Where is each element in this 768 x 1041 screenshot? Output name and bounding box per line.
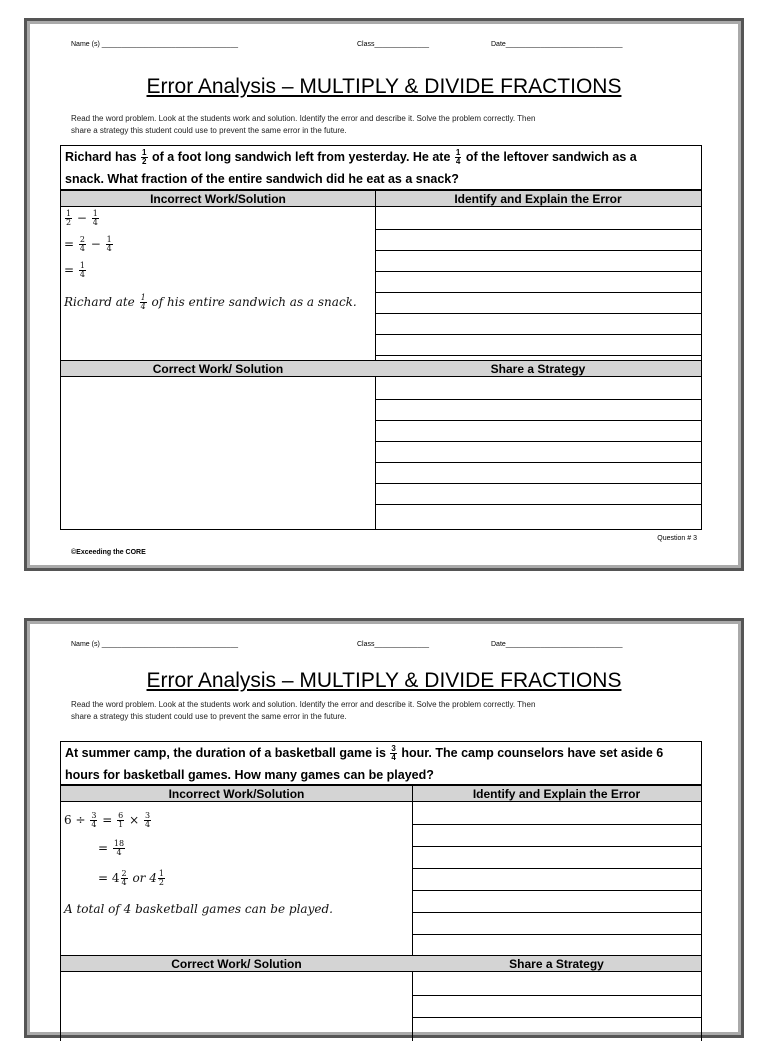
question-number: Question # 3 — [657, 535, 697, 542]
correct-work-header: Correct Work/ Solution — [61, 360, 375, 377]
strategy-header: Share a Strategy — [412, 955, 701, 972]
fraction-one-half: $\frac{1}{2}$ — [142, 148, 147, 167]
page-title: Error Analysis – MULTIPLY & DIVIDE FRACTIONS — [146, 669, 622, 692]
error-header: Identify and Explain the Error — [375, 190, 701, 207]
strategy-header: Share a Strategy — [375, 360, 701, 377]
word-problem: Richard has $\frac{1}{2}$ of a foot long sandwich left from yesterday. He ate $\frac{1}{4}$ of the leftover sandwich as a snack. What fraction of the entire sandwich did he eat as a snack? — [61, 146, 701, 190]
class-field: Class______________ — [357, 41, 430, 48]
incorrect-work: $\frac{1}{2}$ − $\frac{1}{4}$ = $\frac{2}{4}$ − $\frac{1}{4}$ = $\frac{1}{4}$ Richard ate $\frac{1}{4}$ of his entire sandwich as a snack. — [64, 209, 357, 311]
student-conclusion: A total of 4 basketball games can be played. — [64, 902, 333, 916]
instructions: Read the word problem. Look at the students work and solution. Identify the error and describe it. Solve the problem correctly. Then share a strategy this student could use to prevent the same error in the future. — [71, 114, 536, 135]
error-header: Identify and Explain the Error — [412, 785, 701, 802]
word-problem: At summer camp, the duration of a basketball game is $\frac{3}{4}$ hour. The camp counselors have set aside 6 hours for basketball games. How many games can be played? — [61, 742, 701, 785]
incorrect-work: 6 ÷ $\frac{3}{4}$ = $\frac{6}{1}$ × $\frac{3}{4}$ = $\frac{18}{4}$ = 4 $\frac{2}{4}$ or 4 $\frac{1}{2}$ A total of 4 basketball games can be played. — [64, 811, 333, 916]
name-field: Name (s) ___________________________________ — [71, 41, 238, 48]
page-title: Error Analysis – MULTIPLY & DIVIDE FRACTIONS — [146, 75, 622, 98]
name-field: Name (s) ___________________________________ — [71, 641, 238, 648]
copyright: ©Exceeding the CORE — [71, 549, 146, 556]
student-conclusion: Richard ate $\frac{1}{4}$ of his entire sandwich as a snack. — [64, 293, 357, 311]
date-field: Date______________________________ — [491, 641, 623, 648]
fraction-one-fourth: $\frac{1}{4}$ — [455, 148, 461, 167]
class-field: Class______________ — [357, 641, 430, 648]
instructions: Read the word problem. Look at the students work and solution. Identify the error and describe it. Solve the problem correctly. Then share a strategy this student could use to prevent the same error in the future. — [71, 700, 536, 721]
date-field: Date______________________________ — [491, 41, 623, 48]
problem-table — [60, 145, 702, 530]
fraction-three-fourths: $\frac{3}{4}$ — [391, 744, 396, 763]
incorrect-work-header: Incorrect Work/Solution — [61, 785, 412, 802]
worksheet-page-2 — [24, 618, 744, 1038]
incorrect-work-header: Incorrect Work/Solution — [61, 190, 375, 207]
correct-work-header: Correct Work/ Solution — [61, 955, 412, 972]
worksheet-page-1 — [24, 18, 744, 571]
problem-table — [60, 741, 702, 1041]
